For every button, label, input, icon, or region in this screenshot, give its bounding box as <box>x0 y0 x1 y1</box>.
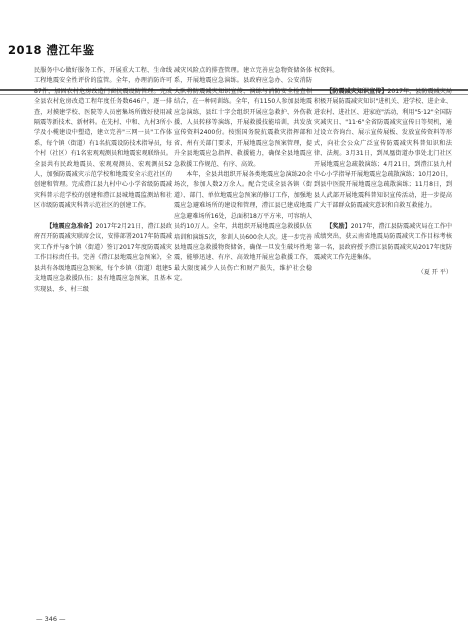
paragraph-text: 2017年2月21日，澧江县政府召开防震减灾联席会议，安排部署2017年防震减灾工作并与8个镇（街道）签订2017年度防震减灾工作目标责任书。完善《澧江县地震应急预案》，全县共有各级地震应急预案，每个乡镇（街道）组建5支地震应急救援队伍；县有地震应急预案，且基本实现县、乡、村三级 <box>34 223 172 293</box>
running-header-title <box>8 42 101 58</box>
header-year: 2018 <box>8 43 43 57</box>
column-right <box>314 66 452 606</box>
paragraph: 民服务中心做好服务工作，开展重大工程、生命线工程地震安全性评价的监管。全年，办理消防许可87件，加固农村危房改造门窗抗震设防管理。完成全县农村危房改造工程年度任务数646户，逐一排查，对摸建学校、医院等人员密集场所做好使用减隔震等新技术、新材料。在先村、中和、九村3所小学及小榄建设中塑造，建立完善"三网一员"工作体系，每个镇（街道）有1名抗震设防技术指导员，每个村（社区）有1名宏观观测员和地震宏观联络员。全县共有民政地震员、宏观观测员、宏观测员52人，加强防震减灾示范学校和地震安全示范社区的创建和管理。完成澧江县九村中心小学省级防震减灾科普示范学校的创建和澧江县城地震监测站和社区市级防震减灾科普示范社区的创建工作。 <box>34 67 172 210</box>
section-heading: 【奖励】 <box>326 223 351 231</box>
paragraph: 减灾风险点的排查管理。建立完善应急物资储备体系，开展地震应急演练。县政府应急办、公安消防大队将防震减灾知识宣传、演练与消防安全检查相结合，在一种同训练。全年，有1150人参加县地震应急演练，县红十字会组织开展应急救护、外伤救援、人员转移等演练，开展救援技能培训，共发放宣传资料2400份。按照国务院抗震救灾指挥部和省、州有关部门要求，开展地震应急预案管理，提升全县地震应急指挥、救援能力，确保全县地震应急救援工作规范、有序、高效。 <box>174 67 312 168</box>
paragraph: 本年，全县共组织开展各类地震应急演练20余场次，参加人数2万余人。配合完成全县各镇（街道）、部门、单位地震应急预案的修订工作，加强地震应急避难场所的建设和管理，澧江县已建成地震应急避难场所16处，总面积18万平方米，可容纳人员约10万人。全年，共组织开展地震应急救援队伍培训和演练5次，参训人员600余人次。进一步完善县地震应急救援物资储备，确保一旦发生破坏性地震，能够迅速、有序、高效地开展应急救援工作，最大限度减少人员伤亡和财产损失，维护社会稳定。 <box>174 171 312 283</box>
column-left <box>34 66 172 606</box>
author-note: （夏 开 平） <box>417 268 452 276</box>
header-book-title: 澧江年鉴 <box>46 43 95 57</box>
section-heading: 【防震减灾知识宣传】 <box>326 87 388 95</box>
paragraph <box>314 222 452 264</box>
page-number: — 346 — <box>36 615 66 623</box>
paragraph <box>314 87 452 212</box>
paragraph-text: 2017年，县防震减灾局积极开展防震减灾知识"进机关、进学校、进企业、进农村、进社区、进家庭"活动，利用"5·12"全国防灾减灾日、"11·6"全省防震减灾宣传日等契机，通过设立咨询台、展示宣传展板、发放宣传资料等形式，向社会公众广泛宣传防震减灾科普知识和法律、法规。3月31日，到凤凰街道办事处北门社区开展地震应急疏散演练；4月21日，到澧江县九村中心小学指导开展地震应急疏散演练；10月20日，到县中医院开展地震应急疏散演练；11月8日，到县人武部开展地震科普知识宣传活动，进一步提高广大干部群众防震减灾意识和自救互救能力。 <box>314 87 452 210</box>
paragraph <box>34 222 172 295</box>
section-heading: 【地震应急准备】 <box>46 223 96 231</box>
paragraph: 权资料。 <box>314 67 339 74</box>
column-middle <box>174 66 312 606</box>
paragraph-text: 2017年，澧江县防震减灾局在工作中成绩突出，获云南省地震局防震减灾工作目标考核第一名，县政府授予澧江县防震减灾局2017年度防震减灾工作先进集体。 <box>314 223 452 262</box>
